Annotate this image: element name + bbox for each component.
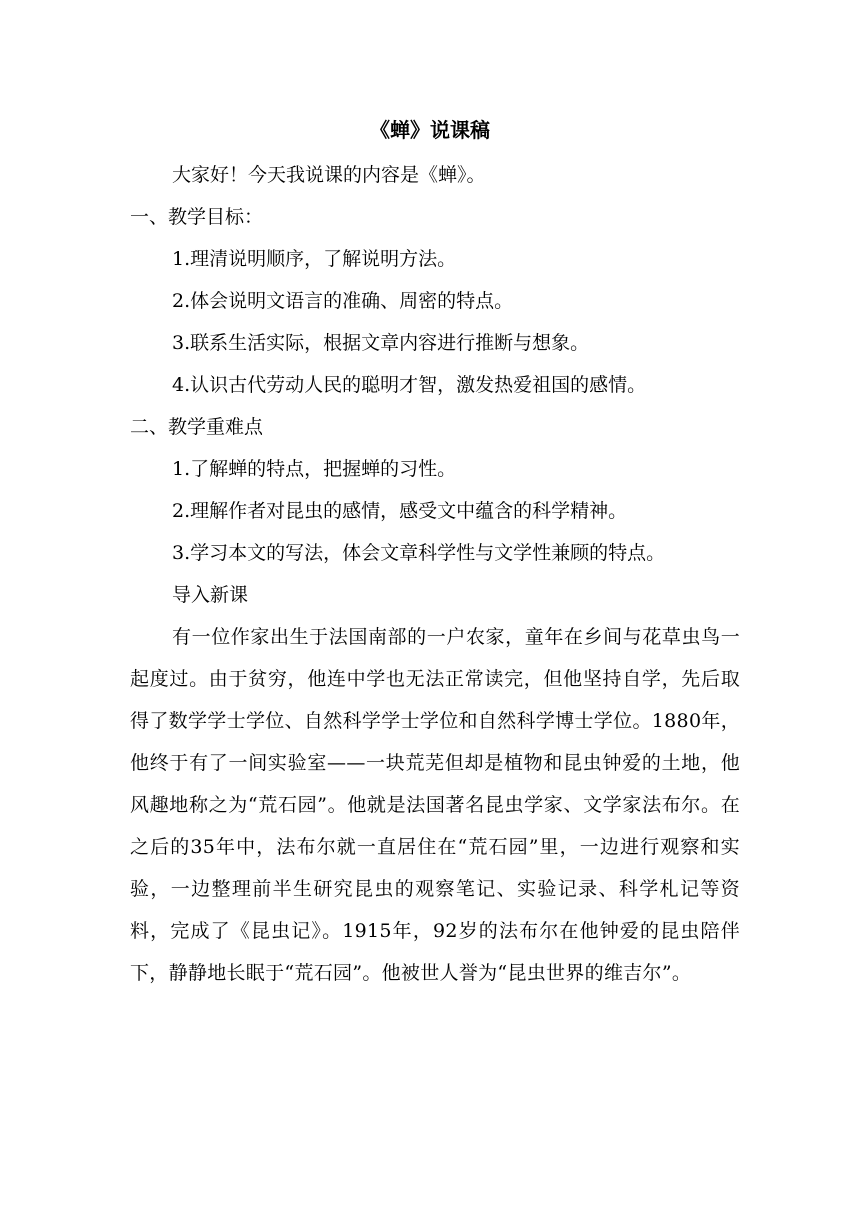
key-point-item: 1.了解蝉的特点，把握蝉的习性。 [172, 458, 457, 480]
section-heading-objectives: 一、教学目标： [130, 206, 264, 228]
section-heading-key-points: 二、教学重难点 [130, 416, 264, 438]
document-body [130, 154, 740, 994]
intro-heading: 导入新课 [172, 584, 249, 606]
objective-item: 4.认识古代劳动人民的聪明才智，激发热爱祖国的感情。 [172, 374, 647, 396]
greeting-line: 大家好！今天我说课的内容是《蝉》。 [172, 164, 486, 186]
objective-item: 2.体会说明文语言的准确、周密的特点。 [172, 290, 514, 312]
objective-item: 1.理清说明顺序，了解说明方法。 [172, 248, 457, 270]
objective-item: 3.联系生活实际，根据文章内容进行推断与想象。 [172, 332, 590, 354]
key-point-item: 3.学习本文的写法，体会文章科学性与文学性兼顾的特点。 [172, 542, 666, 564]
document-title: 《蝉》说课稿 [370, 118, 490, 142]
key-point-item: 2.理解作者对昆虫的感情，感受文中蕴含的科学精神。 [172, 500, 628, 522]
intro-paragraph: 有一位作家出生于法国南部的一户农家，童年在乡间与花草虫鸟一起度过。由于贫穷，他连中学也无法正常读完，但他坚持自学，先后取得了数学学士学位、自然科学学士学位和自然科学博士学位。1880年，他终于有了一间实验室——一块荒芜但却是植物和昆虫钟爱的土地，他风趣地称之为“荒石园”。他就是法国著名昆虫学家、文学家法布尔。在之后的35年中，法布尔就一直居住在“荒石园”里，一边进行观察和实验，一边整理前半生研究昆虫的观察笔记、实验记录、科学札记等资料，完成了《昆虫记》。1915年，92岁的法布尔在他钟爱的昆虫陪伴下，静静地长眠于“荒石园”。他被世人誉为“昆虫世界的维吉尔”。 [130, 626, 740, 984]
